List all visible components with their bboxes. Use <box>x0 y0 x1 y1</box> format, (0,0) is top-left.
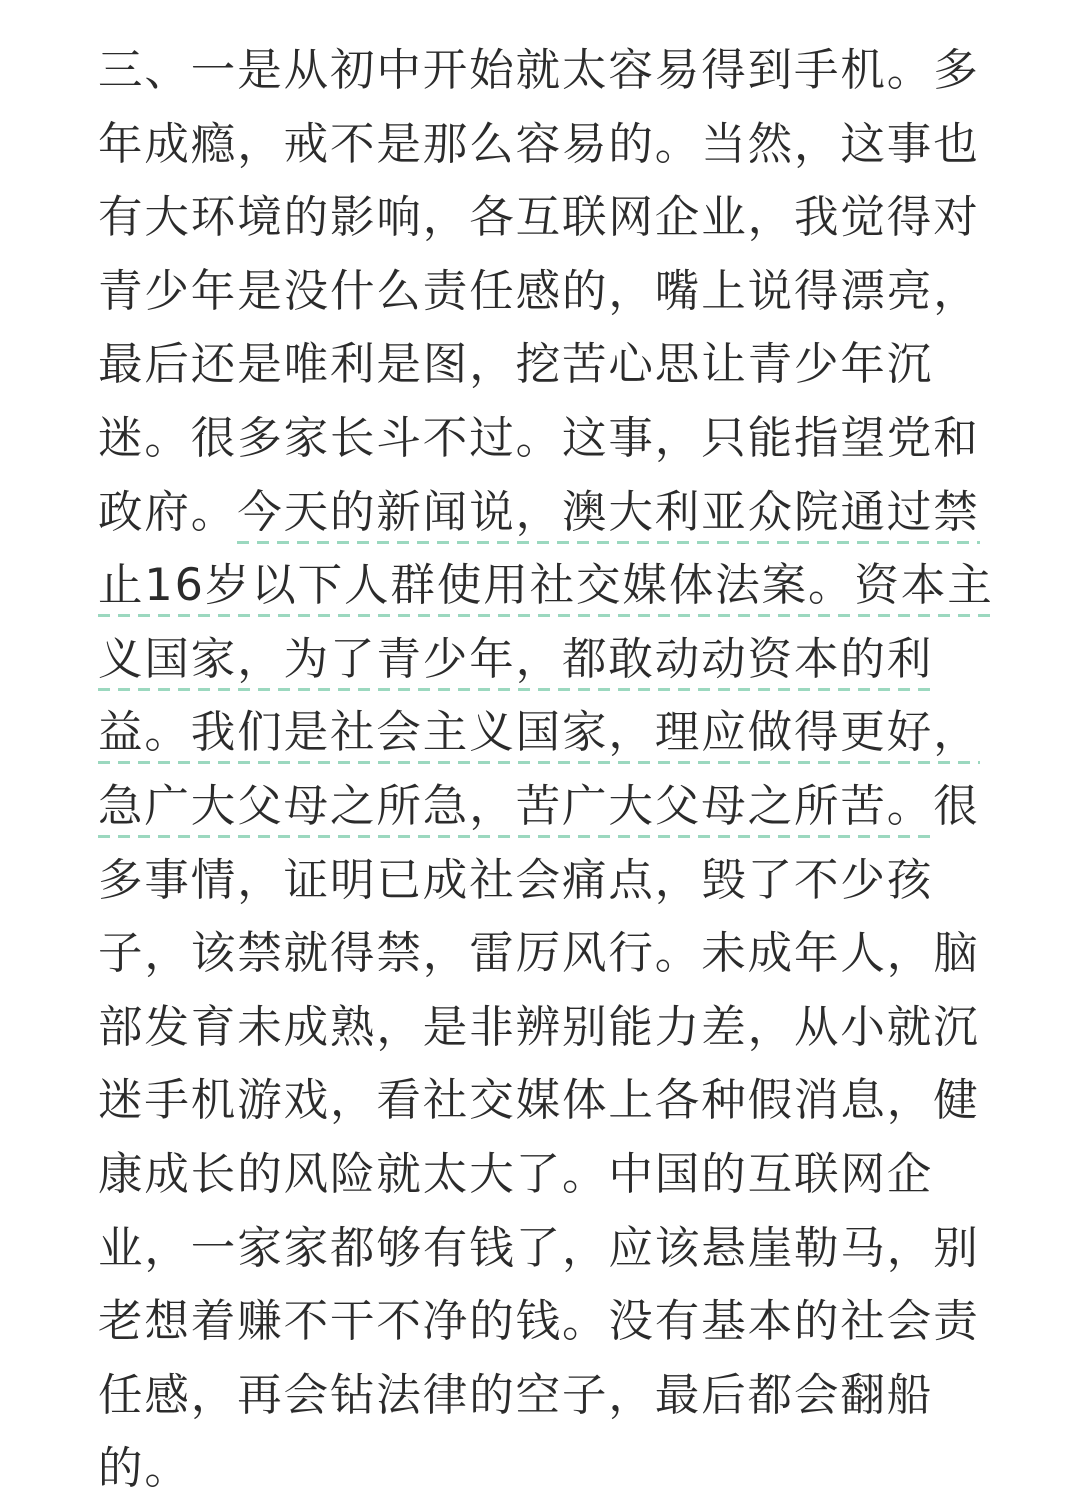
text-run: 业，一家家都够有钱了，应该悬崖勒马，别 <box>98 1222 980 1274</box>
text-run: 最后还是唯利是图，挖苦心思让青少年沉 <box>98 339 934 391</box>
text-run: 康成长的风险就太大了。中国的互联网企 <box>98 1148 934 1200</box>
text-line <box>98 549 994 623</box>
text-run: 老想着赚不干不净的钱。没有基本的社会责 <box>98 1296 980 1348</box>
text-line <box>98 1064 988 1138</box>
text-run: 年成瘾，戒不是那么容易的。当然，这事也 <box>98 118 980 170</box>
text-line <box>98 1285 988 1359</box>
text-line <box>98 1212 988 1286</box>
highlighted-quote: 今天的新闻说，澳大利亚众院通过禁 <box>237 487 979 544</box>
text-line <box>98 623 988 697</box>
text-run: 任感，再会钻法律的空子，最后都会翻船 <box>98 1369 934 1421</box>
text-line <box>98 1138 988 1212</box>
highlighted-quote: 急广大父母之所急，苦广大父母之所苦。 <box>98 781 933 838</box>
text-line <box>98 476 988 550</box>
text-line <box>98 1432 988 1506</box>
text-run: 子，该禁就得禁，雷厉风行。未成年人，脑 <box>98 928 980 980</box>
text-line <box>98 255 988 329</box>
text-line <box>98 34 988 108</box>
text-run: 迷手机游戏，看社交媒体上各种假消息，健 <box>98 1075 980 1127</box>
highlighted-quote: 益。我们是社会主义国家，理应做得更好， <box>98 707 980 764</box>
text-run: 迷。很多家长斗不过。这事，只能指望党和 <box>98 412 980 464</box>
text-line <box>98 1359 988 1433</box>
text-run: 的。 <box>98 1443 191 1495</box>
text-run: 青少年是没什么责任感的，嘴上说得漂亮， <box>98 265 980 317</box>
text-run: 部发育未成熟，是非辨别能力差，从小就沉 <box>98 1001 980 1053</box>
text-run: 很 <box>933 780 980 832</box>
text-line <box>98 991 988 1065</box>
text-line <box>98 917 988 991</box>
highlighted-quote: 义国家，为了青少年，都敢动动资本的利 <box>98 634 933 691</box>
text-line <box>98 181 988 255</box>
text-line <box>98 108 988 182</box>
text-run: 多事情，证明已成社会痛点，毁了不少孩 <box>98 854 934 906</box>
text-line <box>98 328 988 402</box>
text-run: 三、一是从初中开始就太容易得到手机。多 <box>98 45 980 96</box>
text-line <box>98 770 988 844</box>
text-line <box>98 844 988 918</box>
text-run: 政府。 <box>98 486 238 538</box>
highlighted-quote: 止16岁以下人群使用社交媒体法案。资本主 <box>98 560 994 617</box>
text-run: 有大环境的影响，各互联网企业，我觉得对 <box>98 192 980 244</box>
text-line <box>98 402 988 476</box>
article-paragraph <box>98 34 994 1506</box>
text-line <box>98 696 988 770</box>
